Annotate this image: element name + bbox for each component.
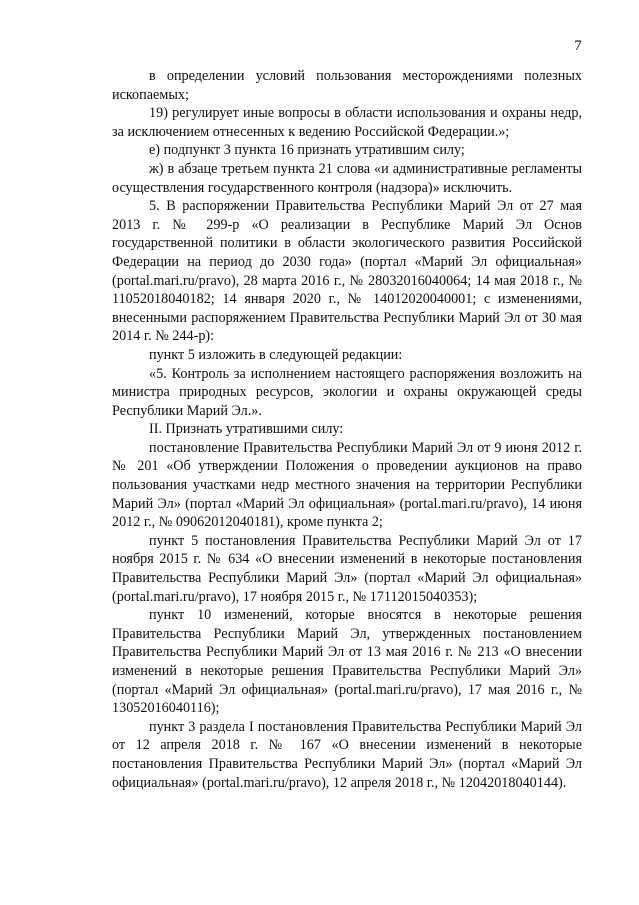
paragraph-repeal-3: пункт 10 изменений, которые вносятся в некоторые решения Правительства Республики Марий Эл, утвержденных постановлением Правительства Республики Марий Эл от 13 мая 2016 г. № 213 «О внесении изменений в некоторые решения Правительства Республики Марий Эл» (портал «Марий Эл официальная» (portal.mari.ru/pravo), 17 мая 2016 г., № 13052016040116); xyxy=(112,607,582,717)
paragraph-section-ii: II. Признать утратившими силу: xyxy=(149,421,344,438)
paragraph-continuation: в определении условий пользования месторождениями полезных ископаемых; xyxy=(112,68,582,103)
paragraph-point-5: пункт 5 изложить в следующей редакции: xyxy=(149,346,403,363)
paragraph-section-5: 5. В распоряжении Правительства Республики Марий Эл от 27 мая 2013 г. № 299-р «О реализации в Республике Марий Эл Основ государственной политики в области экологического развития Российской Федерации на период до 2030 года» (портал «Марий Эл официальная» (portal.mari.ru/pravo), 28 марта 2016 г., № 28032016040064; 14 мая 2018 г., № 11052018040182; 14 января 2020 г., № 14012020040001; с изменениями, внесенными распоряжением Правительства Республики Марий Эл от 30 мая 2014 г. № 244-р): xyxy=(112,198,582,345)
paragraph-item-e: е) подпункт 3 пункта 16 признать утратившим силу; xyxy=(149,142,465,159)
paragraph-item-19: 19) регулирует иные вопросы в области использования и охраны недр, за исключением отнесенных к ведению Российской Федерации.»; xyxy=(112,105,582,140)
paragraph-repeal-4: пункт 3 раздела I постановления Правительства Республики Марий Эл от 12 апреля 2018 г. № 167 «О внесении изменений в некоторые постановления Правительства Республики Марий Эл» (портал «Марий Эл официальная» (portal.mari.ru/pravo), 12 апреля 2018 г., № 12042018040144). xyxy=(112,718,582,791)
paragraph-quoted-point-5: «5. Контроль за исполнением настоящего распоряжения возложить на министра природных ресурсов, экологии и охраны окружающей среды Республики Марий Эл.». xyxy=(112,365,582,419)
paragraph-repeal-1: постановление Правительства Республики Марий Эл от 9 июня 2012 г. № 201 «Об утверждении Положения о проведении аукционов на право пользования участками недр местного значения на территории Республики Марий Эл» (портал «Марий Эл официальная» (portal.mari.ru/pravo), 14 июня 2012 г., № 09062012040181), кроме пункта 2; xyxy=(112,439,582,531)
paragraph-item-zh: ж) в абзаце третьем пункта 21 слова «и административные регламенты осуществления государственного контроля (надзора)» исключить. xyxy=(112,160,582,196)
page-number: 7 xyxy=(574,38,582,54)
document-body xyxy=(112,67,582,792)
paragraph-repeal-2: пункт 5 постановления Правительства Республики Марий Эл от 17 ноября 2015 г. № 634 «О внесении изменений в некоторые постановления Правительства Республики Марий Эл» (портал «Марий Эл официальная» (portal.mari.ru/pravo), 17 ноября 2015 г., № 17112015040353); xyxy=(112,532,582,605)
